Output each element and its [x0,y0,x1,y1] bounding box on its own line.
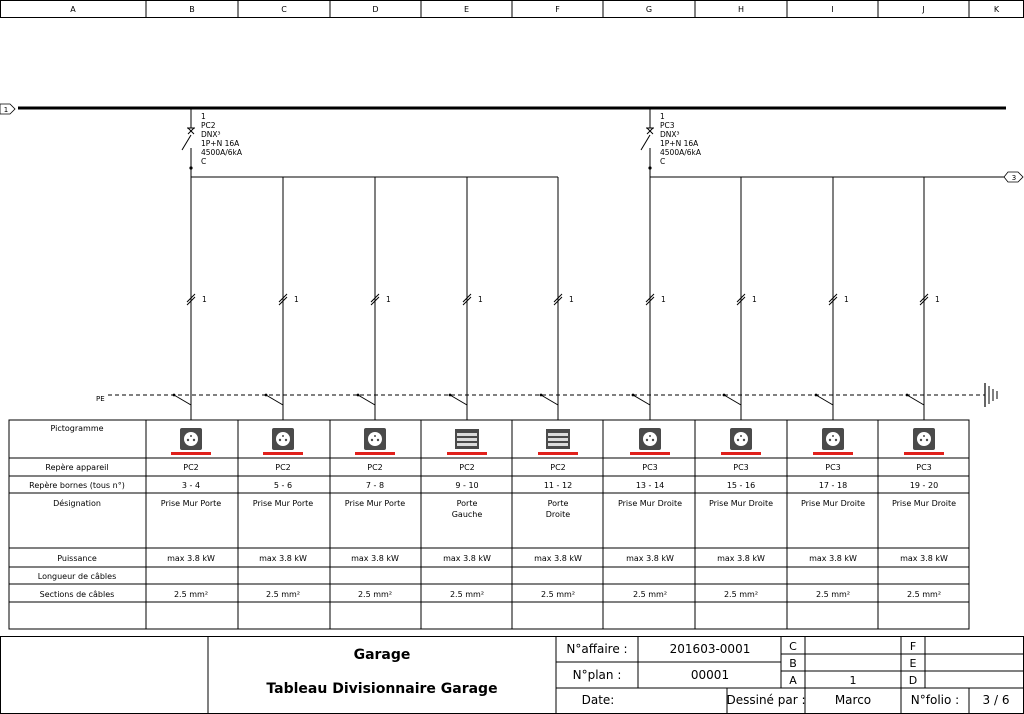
breaker-label: C [201,157,207,166]
device-ref: PC2 [367,463,383,472]
accent-bar [904,452,944,455]
designation-text: Prise Mur Droite [800,499,866,508]
pe-tap-wire [174,395,191,405]
pe-tap-wire [907,395,924,405]
breaker-label: 1 [201,112,206,121]
project-subtitle: Tableau Divisionnaire Garage [266,681,498,697]
terminal-ref: 3 - 4 [181,481,201,490]
breaker-label: 1P+N 16A [201,139,240,148]
terminal-ref: 19 - 20 [909,481,939,490]
socket-face [368,432,382,446]
breaker-label: DNX³ [201,130,221,139]
column-letter: E [463,5,470,14]
date-label: Date: [581,693,615,707]
socket-earth-pin [649,435,651,437]
cable-section-value: 2.5 mm² [357,590,393,599]
cable-section-value: 2.5 mm² [632,590,668,599]
cable-count-label: 1 [844,295,849,304]
socket-face [276,432,290,446]
socket-face [917,432,931,446]
pe-tap-wire [358,395,375,405]
pe-tap-wire [266,395,283,405]
row-label-cable-section: Sections de câbles [39,590,115,599]
pe-tap-wire [816,395,833,405]
power-value: max 3.8 kW [626,554,674,563]
row-label-terminals: Repère bornes (tous n°) [29,481,125,490]
revision-letter: C [789,640,797,653]
socket-pin [920,439,922,441]
circuit-diagram [0,104,1023,420]
revision-letter: E [909,657,917,670]
column-letter: F [555,5,560,14]
terminal-ref: 7 - 8 [365,481,385,490]
cable-count-label: 1 [661,295,666,304]
column-letter: J [922,5,925,14]
device-ref: PC2 [275,463,291,472]
cable-section-value: 2.5 mm² [815,590,851,599]
cable-count-label: 1 [478,295,483,304]
terminal-ref: 5 - 6 [273,481,293,490]
device-ref: PC2 [550,463,566,472]
folio-label: N°folio : [910,693,960,707]
socket-pin [371,439,373,441]
power-value: max 3.8 kW [167,554,215,563]
accent-bar [171,452,211,455]
door-panel [548,438,568,441]
socket-pin [737,439,739,441]
socket-face [184,432,198,446]
socket-face [734,432,748,446]
column-letter: B [189,5,195,14]
accent-bar [538,452,578,455]
socket-pin [652,439,654,441]
pe-tap-wire [541,395,558,405]
revision-letter: F [909,640,917,653]
column-letter: C [281,5,287,14]
left-marker-label: 1 [3,106,9,114]
column-letter: H [737,5,745,14]
revision-letter: D [908,674,918,687]
socket-pin [187,439,189,441]
affaire-value: 201603-0001 [669,642,751,656]
terminal-ref: 11 - 12 [543,481,573,490]
breaker-label: 1P+N 16A [660,139,699,148]
socket-pin [926,439,928,441]
power-value: max 3.8 kW [900,554,948,563]
project-title: Garage [353,647,411,663]
designation-text: Droite [545,510,571,519]
socket-pin [646,439,648,441]
breaker-label: PC3 [660,121,675,130]
cable-section-value: 2.5 mm² [723,590,759,599]
drawn-by-value: Marco [834,693,872,707]
column-letter: D [372,5,379,14]
socket-earth-pin [923,435,925,437]
terminal-ref: 13 - 14 [635,481,665,490]
device-ref: PC2 [459,463,475,472]
terminal-ref: 17 - 18 [818,481,848,490]
door-panel [457,438,477,441]
socket-pin [743,439,745,441]
power-value: max 3.8 kW [351,554,399,563]
socket-pin [835,439,837,441]
plan-label: N°plan : [572,668,622,682]
device-ref: PC2 [183,463,199,472]
revision-a-value: 1 [849,674,857,687]
socket-pin [829,439,831,441]
row-label-cable-length: Longueur de câbles [37,572,117,581]
cable-count-label: 1 [569,295,574,304]
cable-section-value: 2.5 mm² [173,590,209,599]
cable-count-label: 1 [386,295,391,304]
socket-face [643,432,657,446]
socket-pin [377,439,379,441]
row-label-power: Puissance [57,554,97,563]
row-label-designation: Désignation [53,499,101,508]
power-value: max 3.8 kW [534,554,582,563]
accent-bar [263,452,303,455]
column-letter: K [993,5,1000,14]
accent-bar [447,452,487,455]
device-ref: PC3 [642,463,658,472]
cable-section-value: 2.5 mm² [265,590,301,599]
designation-text: Porte [456,499,478,508]
socket-earth-pin [832,435,834,437]
socket-earth-pin [740,435,742,437]
accent-bar [721,452,761,455]
column-letter: A [70,5,76,14]
breaker-blade [641,135,650,150]
revision-letter: B [789,657,797,670]
socket-earth-pin [282,435,284,437]
designation-text: Prise Mur Porte [344,499,406,508]
door-panel [548,443,568,446]
door-panel [457,443,477,446]
cable-section-value: 2.5 mm² [449,590,485,599]
device-ref: PC3 [916,463,932,472]
power-value: max 3.8 kW [717,554,765,563]
door-panel [457,433,477,436]
breaker-label: 4500A/6kA [201,148,242,157]
designation-text: Prise Mur Porte [160,499,222,508]
folio-value: 3 / 6 [982,693,1010,707]
circuit-table [9,420,969,629]
drawn-by-label: Dessiné par : [726,693,806,707]
socket-pin [193,439,195,441]
socket-pin [279,439,281,441]
accent-bar [630,452,670,455]
breaker-label: 4500A/6kA [660,148,701,157]
designation-text: Prise Mur Porte [252,499,314,508]
plan-value: 00001 [690,668,730,682]
breaker-label: PC2 [201,121,216,130]
cable-count-label: 1 [935,295,940,304]
row-label-device: Repère appareil [45,463,109,472]
designation-text: Prise Mur Droite [891,499,957,508]
power-value: max 3.8 kW [259,554,307,563]
designation-text: Gauche [451,510,483,519]
designation-text: Prise Mur Droite [617,499,683,508]
socket-earth-pin [190,435,192,437]
column-letter: I [831,5,834,14]
cable-count-label: 1 [752,295,757,304]
breaker-label: C [660,157,666,166]
pe-tap-wire [450,395,467,405]
pe-label: PE [96,395,105,403]
power-value: max 3.8 kW [443,554,491,563]
accent-bar [355,452,395,455]
socket-earth-pin [374,435,376,437]
door-panel [548,433,568,436]
column-header-row [1,0,1024,18]
column-letter: G [645,5,653,14]
breaker-label: 1 [660,112,665,121]
accent-bar [813,452,853,455]
right-marker-label: 3 [1011,174,1017,182]
device-ref: PC3 [825,463,841,472]
socket-pin [285,439,287,441]
terminal-ref: 9 - 10 [455,481,479,490]
revision-letter: A [789,674,797,687]
terminal-ref: 15 - 16 [726,481,756,490]
cable-section-value: 2.5 mm² [906,590,942,599]
breaker-label: DNX³ [660,130,680,139]
power-value: max 3.8 kW [809,554,857,563]
designation-text: Porte [547,499,569,508]
socket-face [826,432,840,446]
affaire-label: N°affaire : [566,642,628,656]
row-label-pictogram: Pictogramme [50,424,104,433]
pe-tap-wire [633,395,650,405]
breaker-blade [182,135,191,150]
cable-count-label: 1 [294,295,299,304]
cable-section-value: 2.5 mm² [540,590,576,599]
device-ref: PC3 [733,463,749,472]
pe-tap-wire [724,395,741,405]
cable-count-label: 1 [202,295,207,304]
title-block [1,636,1024,714]
designation-text: Prise Mur Droite [708,499,774,508]
